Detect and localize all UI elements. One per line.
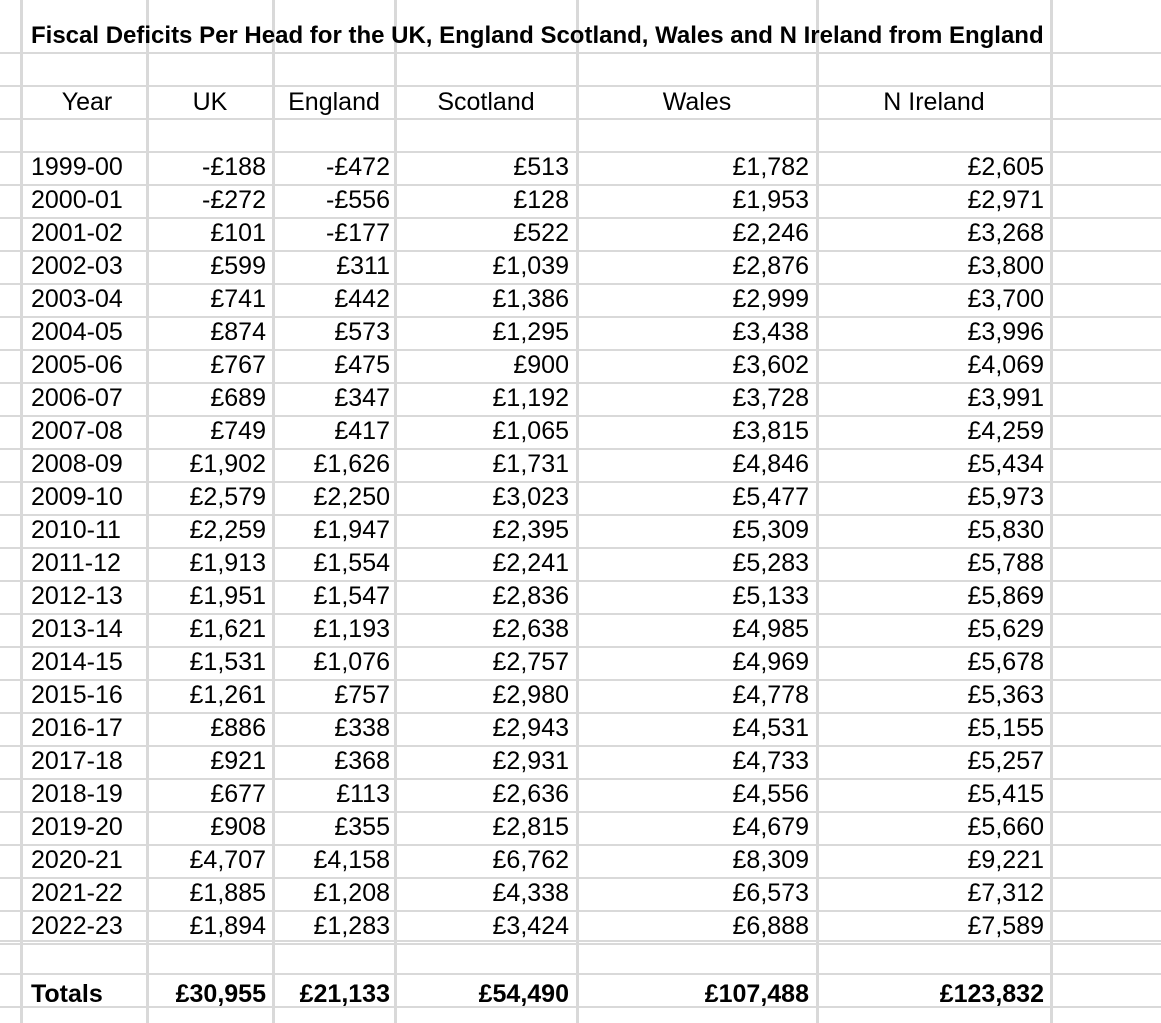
- scotland-cell[interactable]: £2,636: [492, 780, 569, 808]
- scotland-cell[interactable]: £128: [513, 186, 569, 214]
- england-cell[interactable]: £113: [336, 780, 390, 808]
- n-ireland-cell[interactable]: £9,221: [967, 846, 1044, 874]
- england-cell[interactable]: £4,158: [313, 846, 390, 874]
- year-cell[interactable]: 2001-02: [31, 219, 123, 247]
- scotland-cell[interactable]: £2,757: [492, 648, 569, 676]
- n-ireland-cell[interactable]: £5,434: [967, 450, 1044, 478]
- uk-cell[interactable]: £677: [210, 780, 266, 808]
- year-cell[interactable]: 2012-13: [31, 582, 123, 610]
- england-cell[interactable]: £368: [334, 747, 390, 775]
- n-ireland-cell[interactable]: £2,605: [967, 153, 1044, 181]
- n-ireland-cell[interactable]: £3,991: [967, 384, 1044, 412]
- n-ireland-cell[interactable]: £3,700: [967, 285, 1044, 313]
- total-n-ireland[interactable]: £123,832: [939, 980, 1044, 1008]
- uk-cell[interactable]: £767: [210, 351, 266, 379]
- wales-cell[interactable]: £3,602: [732, 351, 809, 379]
- england-cell[interactable]: £2,250: [313, 483, 390, 511]
- scotland-cell[interactable]: £2,815: [492, 813, 569, 841]
- column-gridline: [394, 0, 397, 1023]
- column-gridline: [1050, 0, 1053, 1023]
- england-cell[interactable]: £311: [336, 252, 390, 280]
- year-cell[interactable]: 2021-22: [31, 879, 123, 907]
- n-ireland-cell[interactable]: £5,415: [967, 780, 1044, 808]
- scotland-cell[interactable]: £2,980: [492, 681, 569, 709]
- wales-cell[interactable]: £1,782: [732, 153, 809, 181]
- n-ireland-cell[interactable]: £2,971: [967, 186, 1044, 214]
- scotland-cell[interactable]: £6,762: [492, 846, 569, 874]
- n-ireland-cell[interactable]: £5,869: [967, 582, 1044, 610]
- wales-cell[interactable]: £3,728: [732, 384, 809, 412]
- uk-cell[interactable]: £101: [210, 219, 266, 247]
- scotland-cell[interactable]: £900: [513, 351, 569, 379]
- england-cell[interactable]: £1,547: [313, 582, 390, 610]
- uk-cell[interactable]: £749: [210, 417, 266, 445]
- wales-cell[interactable]: £4,985: [732, 615, 809, 643]
- uk-cell[interactable]: £886: [210, 714, 266, 742]
- uk-cell[interactable]: -£188: [202, 153, 266, 181]
- england-cell[interactable]: -£472: [326, 153, 390, 181]
- england-cell[interactable]: -£177: [326, 219, 390, 247]
- uk-cell[interactable]: £2,579: [189, 483, 266, 511]
- uk-cell[interactable]: £1,621: [189, 615, 266, 643]
- scotland-cell[interactable]: £2,931: [492, 747, 569, 775]
- scotland-cell[interactable]: £3,023: [492, 483, 569, 511]
- year-cell[interactable]: 2022-23: [31, 912, 123, 940]
- n-ireland-cell[interactable]: £5,629: [967, 615, 1044, 643]
- year-cell[interactable]: 2007-08: [31, 417, 123, 445]
- year-cell[interactable]: 2019-20: [31, 813, 123, 841]
- uk-cell[interactable]: £874: [210, 318, 266, 346]
- column-gridline: [20, 0, 23, 1023]
- year-cell[interactable]: 2006-07: [31, 384, 123, 412]
- n-ireland-cell[interactable]: £7,312: [967, 879, 1044, 907]
- scotland-cell[interactable]: £513: [513, 153, 569, 181]
- header-wales[interactable]: Wales: [662, 88, 732, 116]
- uk-cell[interactable]: £1,913: [189, 549, 266, 577]
- n-ireland-cell[interactable]: £5,973: [967, 483, 1044, 511]
- scotland-cell[interactable]: £3,424: [492, 912, 569, 940]
- header-england[interactable]: England: [288, 88, 380, 116]
- n-ireland-cell[interactable]: £4,069: [967, 351, 1044, 379]
- n-ireland-cell[interactable]: £3,996: [967, 318, 1044, 346]
- column-gridline: [576, 0, 579, 1023]
- uk-cell[interactable]: £1,894: [189, 912, 266, 940]
- year-cell[interactable]: 2013-14: [31, 615, 123, 643]
- year-cell[interactable]: 2016-17: [31, 714, 123, 742]
- wales-cell[interactable]: £5,283: [732, 549, 809, 577]
- uk-cell[interactable]: £908: [210, 813, 266, 841]
- wales-cell[interactable]: £3,438: [732, 318, 809, 346]
- total-scotland[interactable]: £54,490: [478, 980, 569, 1008]
- wales-cell[interactable]: £4,969: [732, 648, 809, 676]
- year-cell[interactable]: 2008-09: [31, 450, 123, 478]
- wales-cell[interactable]: £4,846: [732, 450, 809, 478]
- england-cell[interactable]: £1,626: [313, 450, 390, 478]
- n-ireland-cell[interactable]: £5,155: [967, 714, 1044, 742]
- england-cell[interactable]: £442: [334, 285, 390, 313]
- wales-cell[interactable]: £4,679: [732, 813, 809, 841]
- wales-cell[interactable]: £5,477: [732, 483, 809, 511]
- uk-cell[interactable]: £1,951: [189, 582, 266, 610]
- total-england[interactable]: £21,133: [299, 980, 390, 1008]
- totals-label[interactable]: Totals: [31, 980, 103, 1008]
- total-wales[interactable]: £107,488: [704, 980, 809, 1008]
- header-uk[interactable]: UK: [192, 88, 228, 116]
- year-cell[interactable]: 2017-18: [31, 747, 123, 775]
- uk-cell[interactable]: £689: [210, 384, 266, 412]
- scotland-cell[interactable]: £2,836: [492, 582, 569, 610]
- wales-cell[interactable]: £5,309: [732, 516, 809, 544]
- year-cell[interactable]: 2002-03: [31, 252, 123, 280]
- wales-cell[interactable]: £5,133: [732, 582, 809, 610]
- n-ireland-cell[interactable]: £3,268: [967, 219, 1044, 247]
- year-cell[interactable]: 2009-10: [31, 483, 123, 511]
- england-cell[interactable]: £338: [334, 714, 390, 742]
- n-ireland-cell[interactable]: £3,800: [967, 252, 1044, 280]
- england-cell[interactable]: £347: [334, 384, 390, 412]
- year-cell[interactable]: 2010-11: [31, 516, 121, 544]
- column-gridline: [816, 0, 819, 1023]
- uk-cell[interactable]: £1,531: [189, 648, 266, 676]
- scotland-cell[interactable]: £4,338: [492, 879, 569, 907]
- uk-cell[interactable]: £741: [210, 285, 266, 313]
- uk-cell[interactable]: £4,707: [189, 846, 266, 874]
- uk-cell[interactable]: £1,885: [189, 879, 266, 907]
- wales-cell[interactable]: £4,778: [732, 681, 809, 709]
- england-cell[interactable]: £1,283: [313, 912, 390, 940]
- uk-cell[interactable]: £599: [210, 252, 266, 280]
- scotland-cell[interactable]: £2,943: [492, 714, 569, 742]
- year-cell[interactable]: 2015-16: [31, 681, 123, 709]
- sheet-title[interactable]: Fiscal Deficits Per Head for the UK, England Scotland, Wales and N Ireland from England: [31, 22, 1044, 49]
- total-uk[interactable]: £30,955: [175, 980, 266, 1008]
- england-cell[interactable]: £475: [334, 351, 390, 379]
- wales-cell[interactable]: £2,246: [732, 219, 809, 247]
- uk-cell[interactable]: £1,261: [189, 681, 266, 709]
- england-cell[interactable]: £573: [334, 318, 390, 346]
- year-cell[interactable]: 2005-06: [31, 351, 123, 379]
- uk-cell[interactable]: -£272: [202, 186, 266, 214]
- header-scotland[interactable]: Scotland: [437, 88, 535, 116]
- row-gridline: [0, 973, 1161, 975]
- uk-cell[interactable]: £2,259: [189, 516, 266, 544]
- scotland-cell[interactable]: £1,065: [492, 417, 569, 445]
- wales-cell[interactable]: £1,953: [732, 186, 809, 214]
- scotland-cell[interactable]: £1,731: [492, 450, 569, 478]
- header-year[interactable]: Year: [61, 88, 113, 116]
- row-gridline: [0, 943, 1161, 945]
- year-cell[interactable]: 2020-21: [31, 846, 123, 874]
- column-gridline: [272, 0, 275, 1023]
- scotland-cell[interactable]: £2,241: [492, 549, 569, 577]
- wales-cell[interactable]: £4,733: [732, 747, 809, 775]
- header-n-ireland[interactable]: N Ireland: [883, 88, 985, 116]
- england-cell[interactable]: £1,193: [313, 615, 390, 643]
- england-cell[interactable]: £757: [334, 681, 390, 709]
- n-ireland-cell[interactable]: £5,788: [967, 549, 1044, 577]
- england-cell[interactable]: £355: [334, 813, 390, 841]
- n-ireland-cell[interactable]: £4,259: [967, 417, 1044, 445]
- england-cell[interactable]: £417: [334, 417, 390, 445]
- england-cell[interactable]: £1,076: [313, 648, 390, 676]
- n-ireland-cell[interactable]: £5,363: [967, 681, 1044, 709]
- scotland-cell[interactable]: £1,039: [492, 252, 569, 280]
- wales-cell[interactable]: £2,876: [732, 252, 809, 280]
- wales-cell[interactable]: £8,309: [732, 846, 809, 874]
- wales-cell[interactable]: £4,531: [732, 714, 809, 742]
- scotland-cell[interactable]: £1,295: [492, 318, 569, 346]
- column-gridline: [146, 0, 149, 1023]
- n-ireland-cell[interactable]: £5,830: [967, 516, 1044, 544]
- england-cell[interactable]: -£556: [326, 186, 390, 214]
- year-cell[interactable]: 1999-00: [31, 153, 123, 181]
- scotland-cell[interactable]: £2,638: [492, 615, 569, 643]
- year-cell[interactable]: 2003-04: [31, 285, 123, 313]
- year-cell[interactable]: 2011-12: [31, 549, 121, 577]
- year-cell[interactable]: 2014-15: [31, 648, 123, 676]
- n-ireland-cell[interactable]: £7,589: [967, 912, 1044, 940]
- england-cell[interactable]: £1,554: [313, 549, 390, 577]
- wales-cell[interactable]: £6,573: [732, 879, 809, 907]
- n-ireland-cell[interactable]: £5,660: [967, 813, 1044, 841]
- wales-cell[interactable]: £2,999: [732, 285, 809, 313]
- n-ireland-cell[interactable]: £5,257: [967, 747, 1044, 775]
- uk-cell[interactable]: £921: [210, 747, 266, 775]
- scotland-cell[interactable]: £2,395: [492, 516, 569, 544]
- n-ireland-cell[interactable]: £5,678: [967, 648, 1044, 676]
- uk-cell[interactable]: £1,902: [189, 450, 266, 478]
- scotland-cell[interactable]: £1,386: [492, 285, 569, 313]
- england-cell[interactable]: £1,208: [313, 879, 390, 907]
- scotland-cell[interactable]: £1,192: [492, 384, 569, 412]
- year-cell[interactable]: 2018-19: [31, 780, 123, 808]
- year-cell[interactable]: 2000-01: [31, 186, 123, 214]
- wales-cell[interactable]: £3,815: [732, 417, 809, 445]
- england-cell[interactable]: £1,947: [313, 516, 390, 544]
- scotland-cell[interactable]: £522: [513, 219, 569, 247]
- wales-cell[interactable]: £6,888: [732, 912, 809, 940]
- wales-cell[interactable]: £4,556: [732, 780, 809, 808]
- year-cell[interactable]: 2004-05: [31, 318, 123, 346]
